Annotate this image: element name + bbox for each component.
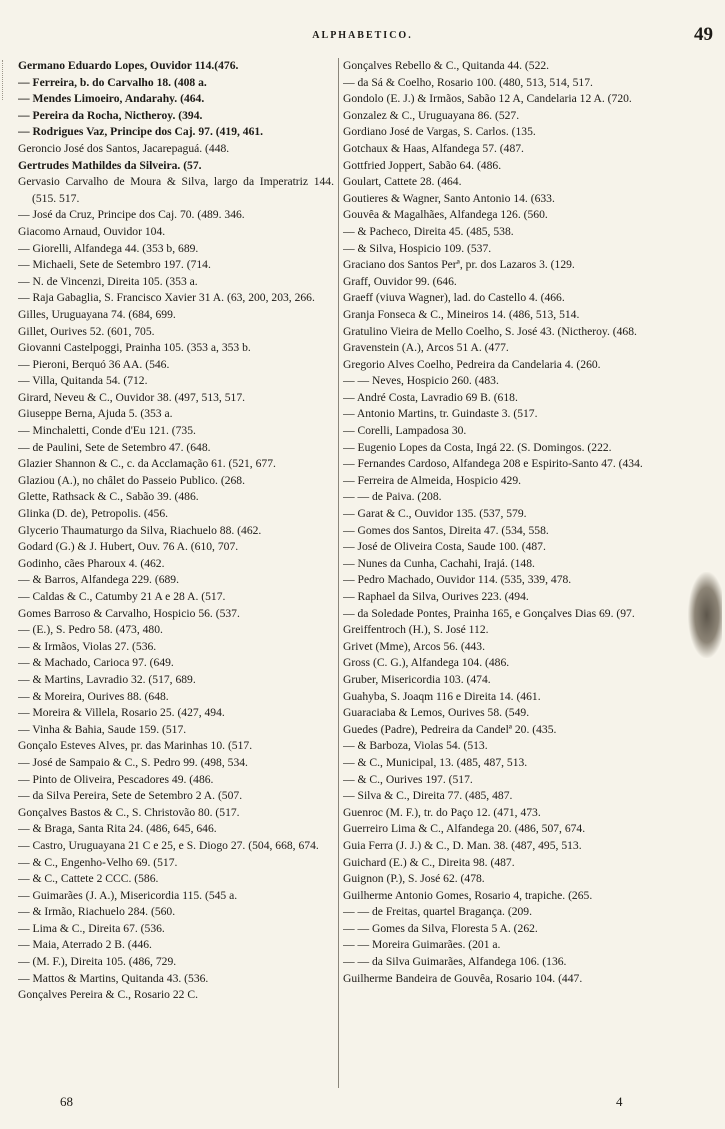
directory-entry: Gross (C. G.), Alfandega 104. (486. [343, 656, 510, 670]
directory-entry: Gruber, Misericordia 103. (474. [343, 672, 491, 686]
directory-entry: — Castro, Uruguayana 21 C e 25, e S. Diogo 27. (504, 668, 674. [18, 838, 319, 852]
directory-entry: Guenroc (M. F.), tr. do Paço 12. (471, 473. [343, 805, 541, 819]
directory-entry: — Michaeli, Sete de Setembro 197. (714. [18, 258, 211, 272]
directory-entry: Gonzalez & C., Uruguayana 86. (527. [343, 108, 520, 122]
directory-entry: — — de Freitas, quartel Bragança. (209. [343, 905, 532, 919]
directory-entry: Greiffentroch (H.), S. José 112. [343, 623, 489, 637]
directory-entry: — Raphael da Silva, Ourives 223. (494. [343, 590, 529, 603]
directory-entry: Gervasio Carvalho de Moura & Silva, largo da Imperatriz 144. (515. 517. [18, 175, 334, 205]
directory-entry: — Garat & C., Ouvidor 135. (537, 579. [343, 507, 527, 521]
margin-mark [2, 60, 9, 100]
directory-entry: — & C., Municipal, 13. (485, 487, 513. [343, 755, 528, 769]
directory-entry: Gillet, Ourives 52. (601, 705. [18, 324, 155, 338]
directory-entry: — Antonio Martins, tr. Guindaste 3. (517. [343, 407, 538, 421]
directory-entry: — Fernandes Cardoso, Alfandega 208 e Espirito-Santo 47. (434. [343, 457, 643, 471]
directory-entry: Glaziou (A.), no châlet do Passeio Publico. (268. [18, 473, 246, 487]
directory-entry: — Rodrigues Vaz, Principe dos Caj. 97. (419, 461. [18, 125, 264, 139]
directory-entry: — Pieroni, Berquó 36 AA. (546. [18, 357, 170, 371]
directory-entry: — José de Sampaio & C., S. Pedro 99. (498, 534. [18, 755, 248, 769]
directory-entry: — (M. F.), Direita 105. (486, 729. [18, 955, 177, 969]
directory-entry: — da Sá & Coelho, Rosario 100. (480, 513, 514, 517. [343, 75, 593, 89]
directory-entry: — — Moreira Guimarães. (201 a. [343, 938, 501, 952]
directory-entry: — Nunes da Cunha, Cachahi, Irajá. (148. [343, 556, 535, 570]
directory-entry: Guilherme Bandeira de Gouvêa, Rosario 104. (447. [343, 971, 583, 985]
directory-entry: — Pinto de Oliveira, Pescadores 49. (486. [18, 772, 214, 786]
directory-entry: Giacomo Arnaud, Ouvidor 104. [18, 224, 166, 238]
directory-entry: Gravenstein (A.), Arcos 51 A. (477. [343, 341, 509, 355]
directory-entry: — & Martins, Lavradio 32. (517, 689. [18, 672, 196, 686]
directory-entry: Girard, Neveu & C., Ouvidor 38. (497, 513, 517. [18, 390, 246, 404]
directory-entry: Guerreiro Lima & C., Alfandega 20. (486, 507, 674. [343, 822, 586, 836]
directory-entry: — José de Oliveira Costa, Saude 100. (487. [343, 540, 546, 554]
directory-entry: Germano Eduardo Lopes, Ouvidor 114.(476. [18, 59, 239, 72]
directory-entry: — da Silva Pereira, Sete de Setembro 2 A. (507. [18, 789, 243, 803]
directory-entry: — & Barros, Alfandega 229. (689. [18, 573, 179, 587]
right-column [343, 58, 665, 1088]
directory-entry: — — Neves, Hospicio 260. (483. [343, 374, 499, 388]
page-footer [0, 1094, 725, 1114]
directory-entry: — Vinha & Bahia, Saude 159. (517. [18, 722, 187, 736]
directory-entry: Glazier Shannon & C., c. da Acclamação 61. (521, 677. [18, 457, 276, 471]
directory-entry: Guichard (E.) & C., Direita 98. (487. [343, 855, 515, 869]
directory-entry: Gottfried Joppert, Sabão 64. (486. [343, 158, 502, 172]
directory-entry: — (E.), S. Pedro 58. (473, 480. [18, 623, 163, 637]
directory-entry: Gotchaux & Haas, Alfandega 57. (487. [343, 141, 524, 155]
directory-entry: Glinka (D. de), Petropolis. (456. [18, 507, 169, 521]
directory-entry: — Minchaletti, Conde d'Eu 121. (735. [18, 424, 196, 438]
directory-entry: — — de Paiva. (208. [343, 490, 442, 504]
directory-entry: Goulart, Cattete 28. (464. [343, 175, 462, 189]
signature-mark-left: 68 [60, 1094, 73, 1109]
directory-entry: Gregorio Alves Coelho, Pedreira da Candelaria 4. (260. [343, 357, 601, 371]
directory-entry: Gilles, Uruguayana 74. (684, 699. [18, 307, 176, 321]
directory-entry: Glette, Rathsack & C., Sabão 39. (486. [18, 490, 199, 504]
directory-entry: Gertrudes Mathildes da Silveira. (57. [18, 158, 202, 172]
directory-entry: — Villa, Quitanda 54. (712. [18, 374, 148, 388]
directory-entry: — Corelli, Lampadosa 30. [343, 424, 467, 438]
page-damage-stain [688, 572, 722, 658]
directory-entry: Gratulino Vieira de Mello Coelho, S. José 43. (Nictheroy. (468. [343, 324, 637, 338]
directory-entry: Goutieres & Wagner, Santo Antonio 14. (633. [343, 191, 555, 205]
directory-entry: Guedes (Padre), Pedreira da Candelª 20. (435. [343, 722, 557, 736]
directory-entry: — Mendes Limoeiro, Andarahy. (464. [18, 92, 205, 106]
directory-entry: — Eugenio Lopes da Costa, Ingá 22. (S. Domingos. (222. [343, 440, 612, 454]
directory-entry: — Raja Gabaglia, S. Francisco Xavier 31 A. (63, 200, 203, 266. [18, 291, 315, 305]
directory-entry: Godard (G.) & J. Hubert, Ouv. 76 A. (610, 707. [18, 540, 239, 554]
directory-entry: — André Costa, Lavradio 69 B. (618. [343, 390, 518, 404]
directory-entry: — & Braga, Santa Rita 24. (486, 645, 646. [18, 822, 217, 836]
directory-entry: — de Paulini, Sete de Setembro 47. (648. [18, 440, 211, 454]
directory-entry: — Moreira & Villela, Rosario 25. (427, 494. [18, 706, 225, 720]
directory-entry: — & Barboza, Violas 54. (513. [343, 739, 488, 753]
directory-entry: Guahyba, S. Joaqm 116 e Direita 14. (461. [343, 689, 541, 703]
directory-entry: Guilherme Antonio Gomes, Rosario 4, trapiche. (265. [343, 888, 593, 902]
directory-entry: — & Silva, Hospicio 109. (537. [343, 241, 492, 255]
directory-entry: — & Irmãos, Violas 27. (536. [18, 639, 157, 653]
directory-entry: Gouvêa & Magalhães, Alfandega 126. (560. [343, 208, 548, 222]
directory-entry: Gonçalo Esteves Alves, pr. das Marinhas 10. (517. [18, 739, 253, 753]
directory-entry: Gondolo (E. J.) & Irmãos, Sabão 12 A, Candelaria 12 A. (720. [343, 92, 632, 106]
directory-entry: — & C., Cattete 2 CCC. (586. [18, 872, 159, 886]
directory-entry: — — da Silva Guimarães, Alfandega 106. (136. [343, 955, 567, 969]
directory-entry: — N. de Vincenzi, Direita 105. (353 a. [18, 274, 198, 288]
directory-entry: — & Machado, Carioca 97. (649. [18, 656, 174, 670]
directory-entry: Godinho, cães Pharoux 4. (462. [18, 556, 165, 570]
directory-entry: Guaraciaba & Lemos, Ourives 58. (549. [343, 706, 530, 720]
directory-entry: Giovanni Castelpoggi, Prainha 105. (353 a, 353 b. [18, 341, 251, 355]
directory-entry: — Pereira da Rocha, Nictheroy. (394. [18, 108, 203, 122]
directory-entry: Giuseppe Berna, Ajuda 5. (353 a. [18, 407, 173, 421]
directory-entry: — & Moreira, Ourives 88. (648. [18, 689, 169, 703]
running-head: ALPHABETICO. [312, 30, 413, 41]
directory-entry: Gonçalves Rebello & C., Quitanda 44. (522. [343, 59, 550, 72]
directory-entry: — & C., Engenho-Velho 69. (517. [18, 855, 178, 869]
directory-entry: — Giorelli, Alfandega 44. (353 b, 689. [18, 241, 199, 255]
left-column [18, 58, 334, 1088]
directory-entry: — Ferreira, b. do Carvalho 18. (408 a. [18, 75, 207, 89]
directory-entry: — Ferreira de Almeida, Hospicio 429. [343, 473, 522, 487]
directory-entry: — José da Cruz, Principe dos Caj. 70. (489. 346. [18, 208, 245, 222]
column-divider [338, 58, 339, 1088]
directory-entry: Grivet (Mme), Arcos 56. (443. [343, 639, 485, 653]
page-number: 49 [694, 24, 713, 45]
directory-entry: — Gomes dos Santos, Direita 47. (534, 558. [343, 523, 549, 537]
directory-entry: Gonçalves Bastos & C., S. Christovão 80. (517. [18, 805, 240, 819]
directory-entry: — Lima & C., Direita 67. (536. [18, 921, 165, 935]
directory-entry: — Guimarães (J. A.), Misericordia 115. (545 a. [18, 888, 238, 902]
directory-entry: Gonçalves Pereira & C., Rosario 22 C. [18, 988, 198, 1002]
directory-entry: — — Gomes da Silva, Floresta 5 A. (262. [343, 921, 538, 935]
directory-entry: Guignon (P.), S. José 62. (478. [343, 872, 485, 886]
directory-entry: Graeff (viuva Wagner), lad. do Castello 4. (466. [343, 291, 565, 305]
directory-entry: Gordiano José de Vargas, S. Carlos. (135. [343, 125, 536, 139]
directory-entry: — Pedro Machado, Ouvidor 114. (535, 339, 478. [343, 573, 572, 587]
directory-entry: Graciano dos Santos Perª, pr. dos Lazaros 3. (129. [343, 258, 575, 272]
directory-entry: — & Pacheco, Direita 45. (485, 538. [343, 224, 514, 238]
directory-entry: — Caldas & C., Catumby 21 A e 28 A. (517. [18, 590, 226, 603]
directory-entry: — & C., Ourives 197. (517. [343, 772, 473, 786]
directory-entry: — Mattos & Martins, Quitanda 43. (536. [18, 971, 209, 985]
directory-entry: Gomes Barroso & Carvalho, Hospicio 56. (537. [18, 606, 240, 620]
directory-entry: Geroncio José dos Santos, Jacarepaguá. (448. [18, 141, 230, 155]
directory-entry: — da Soledade Pontes, Prainha 165, e Gonçalves Dias 69. (97. [343, 606, 635, 620]
page-header [0, 24, 725, 50]
directory-entry: — Maia, Aterrado 2 B. (446. [18, 938, 152, 952]
directory-entry: Glycerio Thaumaturgo da Silva, Riachuelo 88. (462. [18, 523, 262, 537]
directory-entry: Graff, Ouvidor 99. (646. [343, 274, 457, 288]
signature-mark-right: 4 [616, 1094, 623, 1109]
directory-entry: — Silva & C., Direita 77. (485, 487. [343, 789, 513, 803]
directory-entry: — & Irmão, Riachuelo 284. (560. [18, 905, 176, 919]
directory-entry: Guia Ferra (J. J.) & C., D. Man. 38. (487, 495, 513. [343, 838, 582, 852]
directory-entry: Granja Fonseca & C., Mineiros 14. (486, 513, 514. [343, 307, 580, 321]
